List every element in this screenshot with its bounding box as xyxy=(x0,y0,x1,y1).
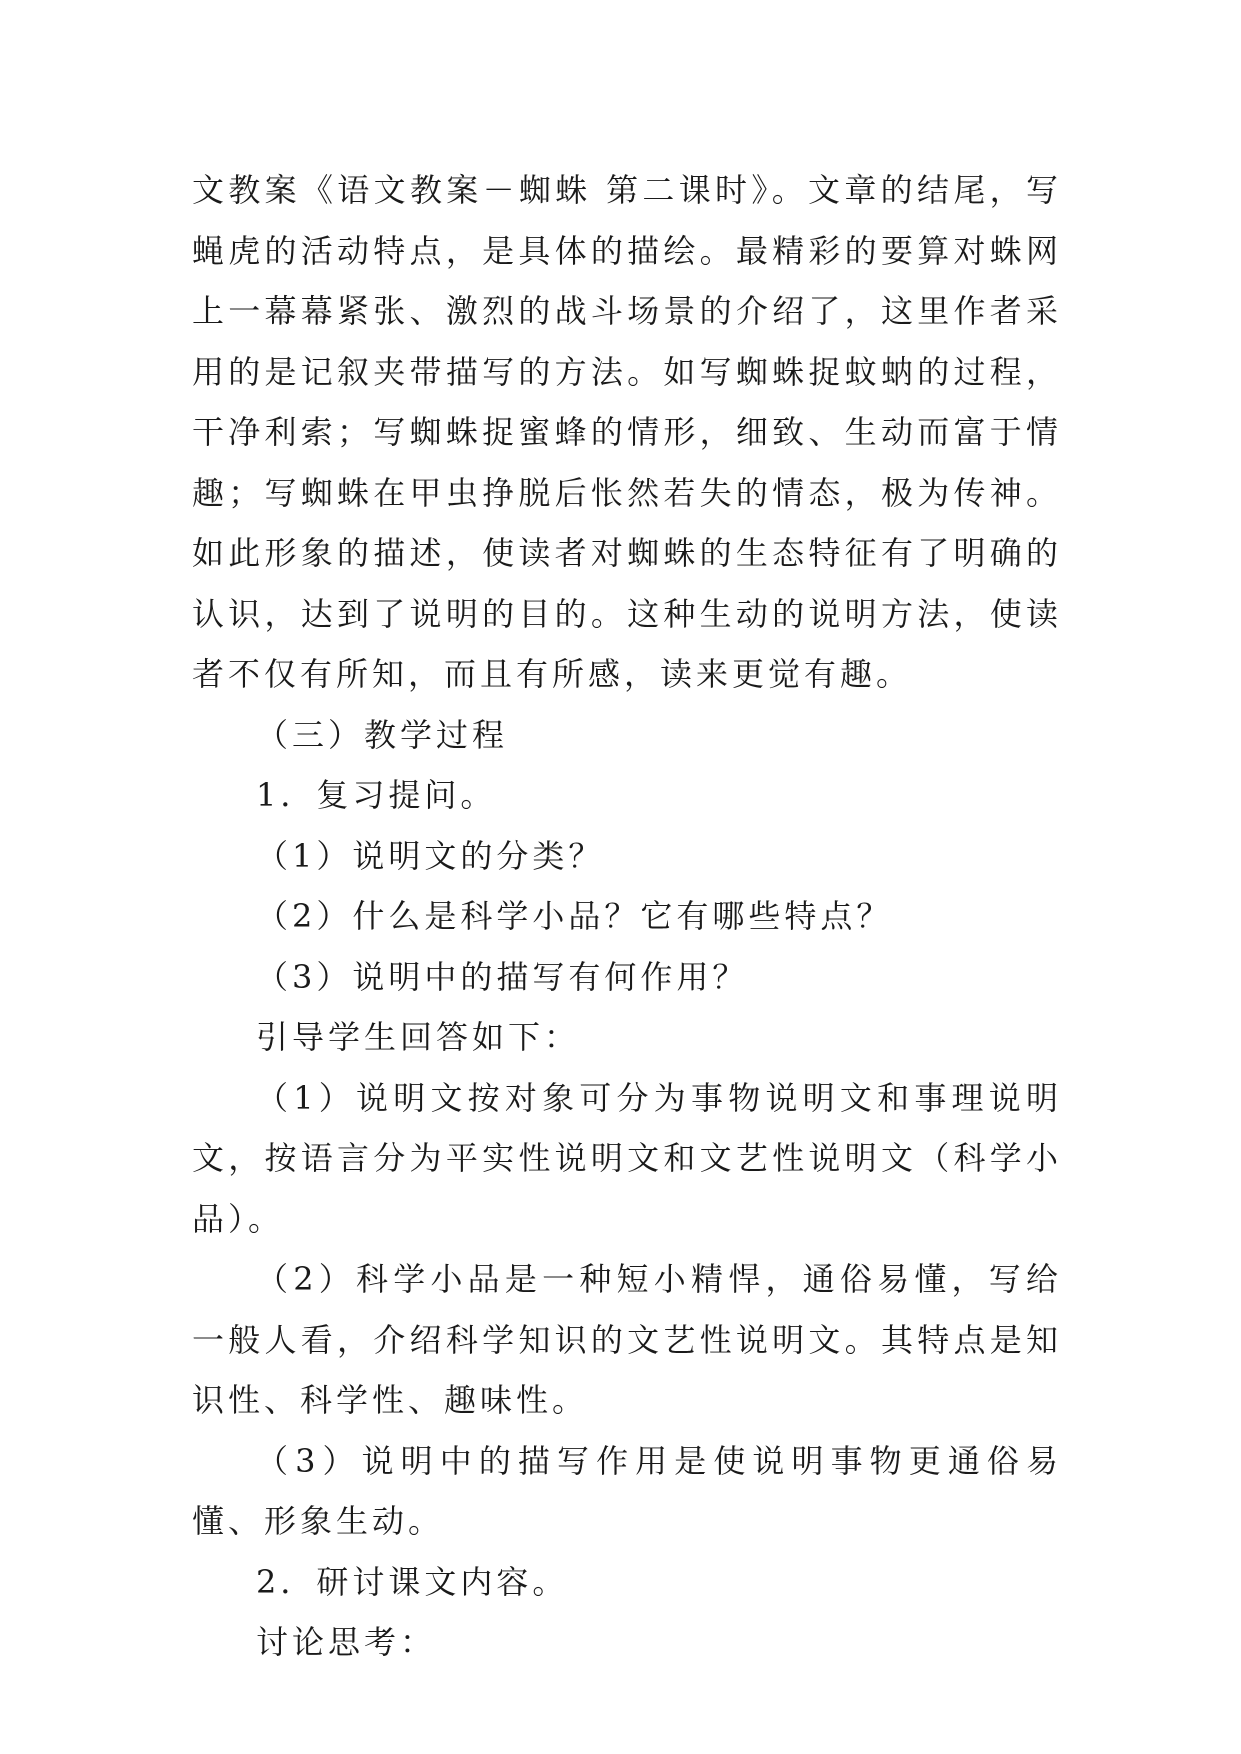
paragraph-intro: 文教案《语文教案－蜘蛛 第二课时》。文章的结尾，写蝇虎的活动特点，是具体的描绘。最精彩的要算对蛛网上一幕幕紧张、激烈的战斗场景的介绍了，这里作者采用的是记叙夹带描写的方法。如写蜘蛛捉蚊蚋的过程，干净利索；写蜘蛛捉蜜蜂的情形，细致、生动而富于情趣；写蜘蛛在甲虫挣脱后怅然若失的情态，极为传神。如此形象的描述，使读者对蜘蛛的生态特征有了明确的认识，达到了说明的目的。这种生动的说明方法，使读者不仅有所知，而且有所感，读来更觉有趣。 xyxy=(192,171,1062,693)
section-heading-teaching-process: （三）教学过程 xyxy=(256,715,509,754)
answer-2: （2）科学小品是一种短小精悍，通俗易懂，写给一般人看，介绍科学知识的文艺性说明文。其特点是知识性、科学性、趣味性。 xyxy=(192,1260,1062,1419)
answer-3: （3）说明中的描写作用是使说明事物更通俗易懂、形象生动。 xyxy=(192,1441,1062,1540)
answer-guide: 引导学生回答如下： xyxy=(256,1018,581,1056)
step-review-questions: 1．复习提问。 xyxy=(256,776,497,814)
question-2: （2）什么是科学小品？它有哪些特点？ xyxy=(256,897,893,935)
answer-1: （1）说明文按对象可分为事物说明文和事理说明文，按语言分为平实性说明文和文艺性说明文（科学小品）。 xyxy=(192,1078,1062,1238)
step-discuss-text: 2．研讨课文内容。 xyxy=(256,1562,569,1601)
discussion-prompt: 讨论思考： xyxy=(256,1623,437,1661)
question-1: （1）说明文的分类？ xyxy=(256,836,605,875)
question-3: （3）说明中的描写有何作用？ xyxy=(256,957,749,996)
document-body xyxy=(192,160,1062,1673)
